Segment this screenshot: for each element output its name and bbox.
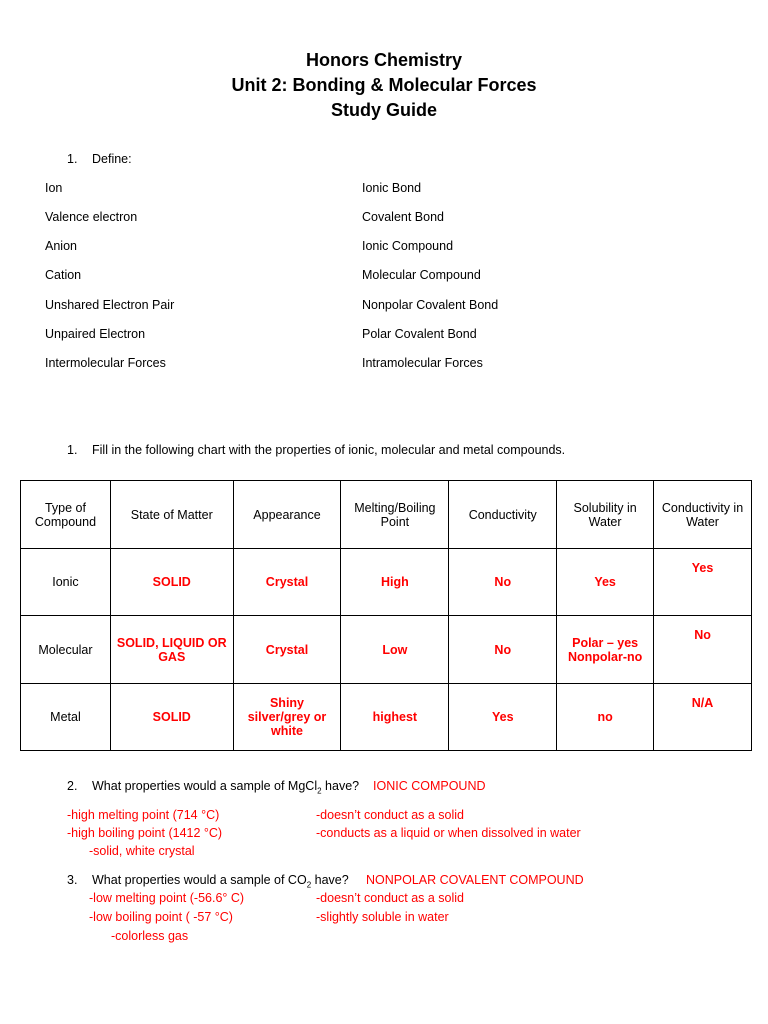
- define-number: 1.: [67, 152, 78, 166]
- properties-table: [20, 480, 752, 751]
- answer-line: -high boiling point (1412 °C): [67, 826, 223, 840]
- row-header: Ionic: [21, 549, 111, 616]
- table-cell: No: [654, 616, 752, 684]
- table-cell: High: [341, 549, 449, 616]
- question-2-number: 2.: [67, 779, 78, 793]
- question-3-number: 3.: [67, 873, 78, 887]
- table-cell: Low: [341, 616, 449, 684]
- column-header: Melting/Boiling Point: [341, 481, 449, 549]
- guide-title: Study Guide: [330, 100, 437, 120]
- table-cell: Yes: [654, 549, 752, 616]
- answer-line: -high melting point (714 °C): [67, 808, 220, 822]
- question-2-answer: IONIC COMPOUND: [373, 779, 486, 793]
- define-term: Ionic Compound: [362, 239, 454, 253]
- column-header: State of Matter: [110, 481, 233, 549]
- define-term: Ionic Bond: [362, 181, 422, 195]
- answer-line: -doesn’t conduct as a solid: [316, 808, 465, 822]
- question-3-text: What properties would a sample of $CO_2$ have?: [92, 873, 349, 890]
- define-term: Ion: [45, 181, 63, 195]
- table-cell: Crystal: [233, 616, 341, 684]
- question-2-text: What properties would a sample of MgCl$_2$ have?: [92, 779, 360, 796]
- answer-line: -low boiling point ( -57 °C): [89, 910, 233, 924]
- table-row: [21, 549, 752, 616]
- table-row: [21, 616, 752, 684]
- chart-question-text: Fill in the following chart with the properties of ionic, molecular and metal compounds.: [92, 443, 566, 457]
- column-header: Appearance: [233, 481, 341, 549]
- table-cell: Yes: [557, 549, 654, 616]
- define-term: Anion: [45, 239, 77, 253]
- table-cell: Polar – yes Nonpolar-no: [557, 616, 654, 684]
- define-term: Unshared Electron Pair: [45, 298, 175, 312]
- table-cell: SOLID: [110, 549, 233, 616]
- define-label: Define:: [92, 152, 132, 166]
- column-header: Conductivity: [449, 481, 557, 549]
- table-cell: highest: [341, 684, 449, 751]
- answer-line: -solid, white crystal: [89, 844, 195, 858]
- table-cell: No: [449, 549, 557, 616]
- define-term: Covalent Bond: [362, 210, 445, 224]
- chart-question-number: 1.: [67, 443, 78, 457]
- define-term: Unpaired Electron: [45, 327, 146, 341]
- table-cell: SOLID: [110, 684, 233, 751]
- define-term: Polar Covalent Bond: [362, 327, 477, 341]
- answer-line: -colorless gas: [111, 929, 189, 943]
- table-header-row: [21, 481, 752, 549]
- unit-title: Unit 2: Bonding & Molecular Forces: [231, 75, 537, 95]
- define-term: Valence electron: [45, 210, 138, 224]
- table-cell: Yes: [449, 684, 557, 751]
- question-3-answer: NONPOLAR COVALENT COMPOUND: [366, 873, 584, 887]
- define-term: Intramolecular Forces: [362, 356, 483, 370]
- answer-line: -conducts as a liquid or when dissolved in water: [316, 826, 581, 840]
- table-cell: SOLID, LIQUID OR GAS: [110, 616, 233, 684]
- table-cell: Shiny silver/grey or white: [233, 684, 341, 751]
- define-term: Molecular Compound: [362, 268, 481, 282]
- define-term: Intermolecular Forces: [45, 356, 166, 370]
- table-cell: N/A: [654, 684, 752, 751]
- answer-line: -low melting point (-56.6° C): [89, 891, 245, 905]
- course-title: Honors Chemistry: [305, 50, 463, 70]
- table-cell: no: [557, 684, 654, 751]
- define-term: Cation: [45, 268, 82, 282]
- table-cell: No: [449, 616, 557, 684]
- define-term: Nonpolar Covalent Bond: [362, 298, 499, 312]
- row-header: Metal: [21, 684, 111, 751]
- table-row: [21, 684, 752, 751]
- answer-line: -slightly soluble in water: [316, 910, 449, 924]
- column-header: Solubility in Water: [557, 481, 654, 549]
- table-cell: Crystal: [233, 549, 341, 616]
- column-header: Type of Compound: [21, 481, 111, 549]
- row-header: Molecular: [21, 616, 111, 684]
- answer-line: -doesn’t conduct as a solid: [316, 891, 465, 905]
- column-header: Conductivity in Water: [654, 481, 752, 549]
